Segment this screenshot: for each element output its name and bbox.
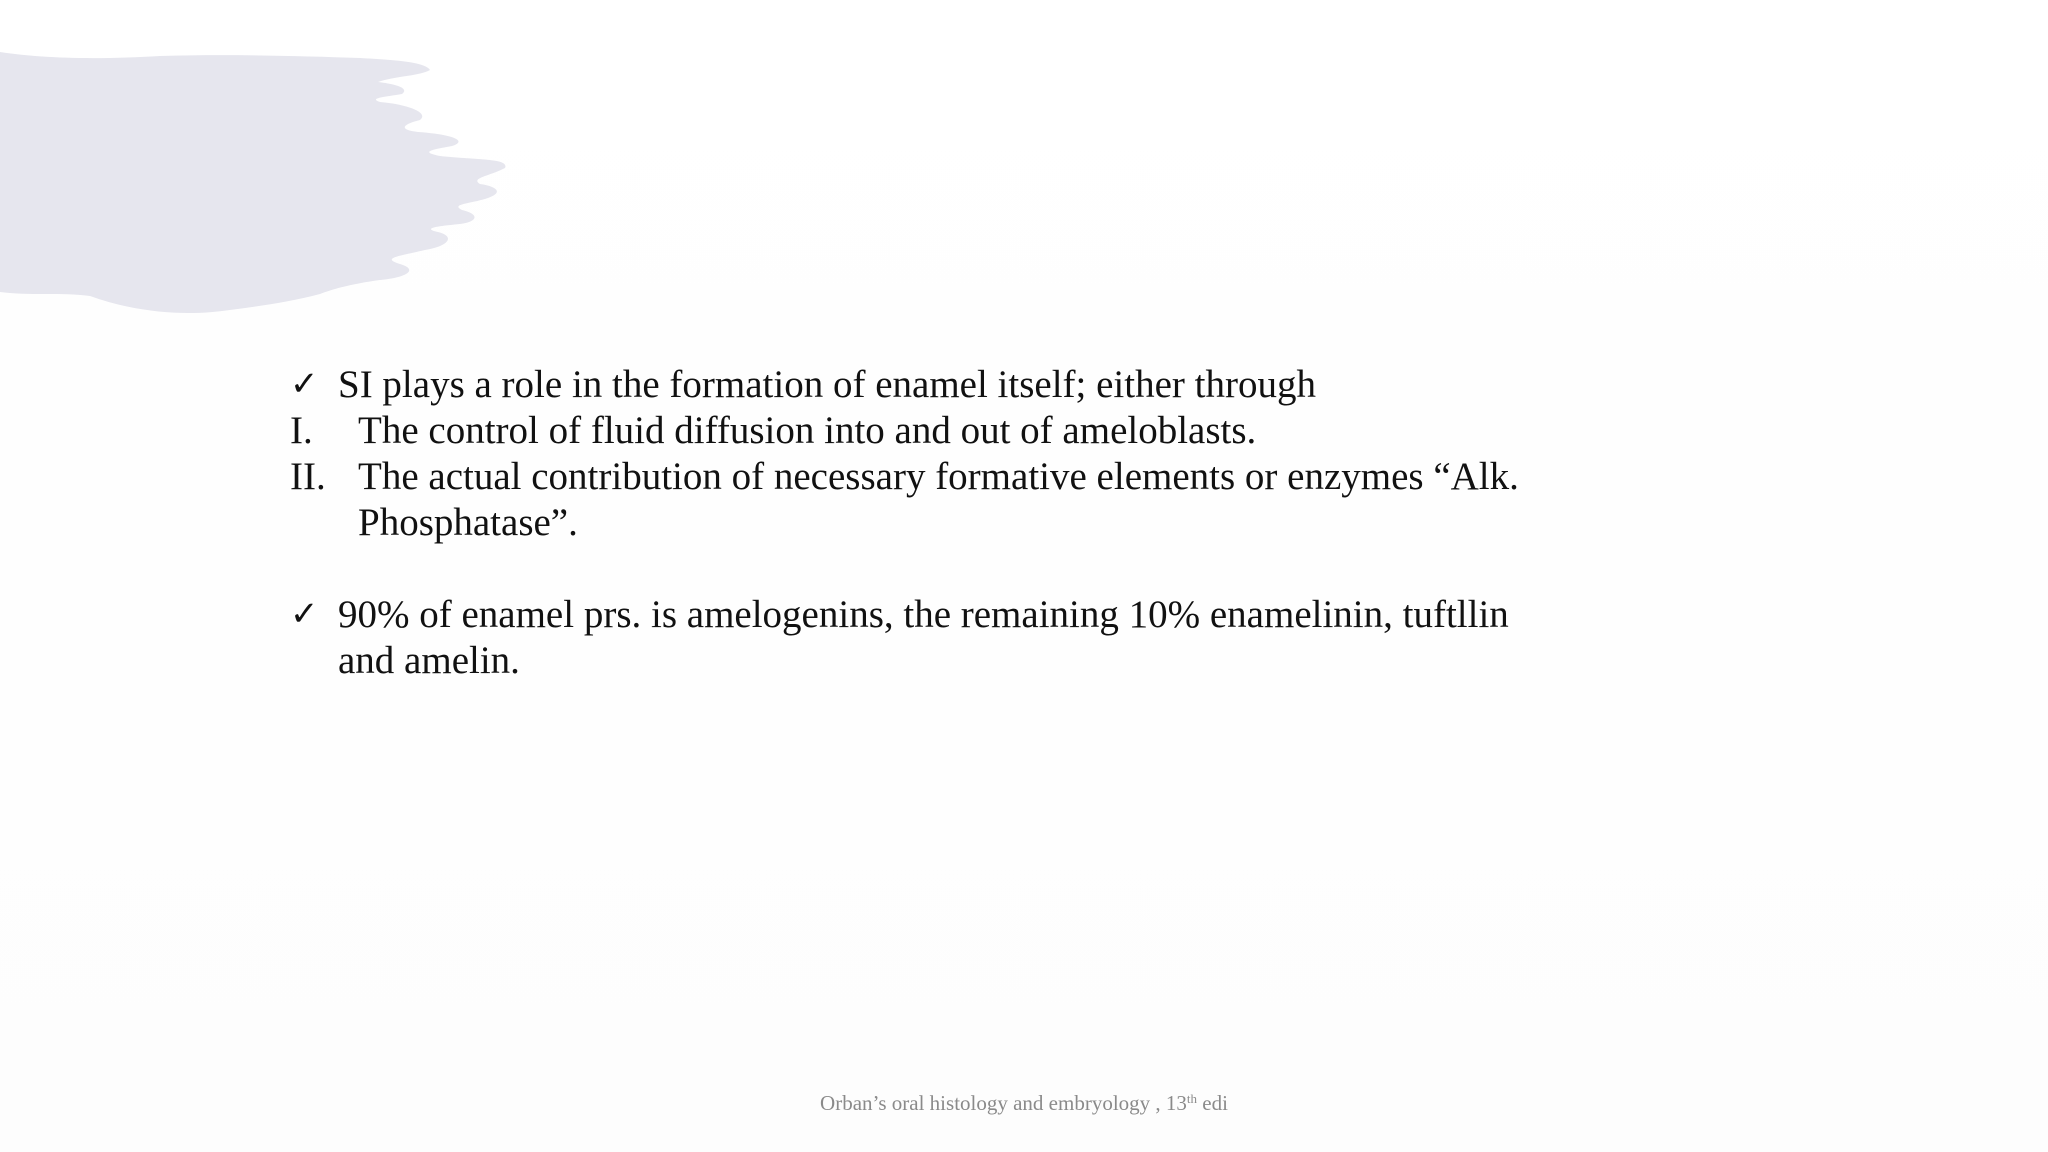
numbered-item-2 <box>290 454 1550 546</box>
footer-reference <box>0 1091 2048 1116</box>
checkmark-icon: ✓ <box>290 596 319 633</box>
bullet-point-2 <box>290 592 1550 684</box>
spacer <box>290 546 1550 592</box>
bullet-text: 90% of enamel prs. is amelogenins, the remaining 10% enamelinin, tuftllin and amelin. <box>338 593 1519 682</box>
footer-superscript: th <box>1186 1091 1198 1106</box>
slide-body <box>290 362 1550 684</box>
footer-text-end: edi <box>1197 1091 1228 1115</box>
brush-stroke-shape <box>0 52 505 313</box>
bullet-point-1 <box>290 362 1550 408</box>
roman-numeral-marker: I. <box>290 409 313 452</box>
brush-stroke-decoration <box>0 0 560 320</box>
numbered-item-1 <box>290 408 1550 454</box>
checkmark-icon: ✓ <box>290 366 319 403</box>
numbered-item-text: The actual contribution of necessary formative elements or enzymes “Alk. Phosphatase”. <box>358 455 1529 544</box>
numbered-item-text: The control of fluid diffusion into and out of ameloblasts. <box>358 409 1257 452</box>
footer-text: Orban’s oral histology and embryology , 13 <box>820 1091 1187 1115</box>
bullet-text: SI plays a role in the formation of enamel itself; either through <box>338 363 1316 406</box>
roman-numeral-marker: II. <box>290 455 326 498</box>
